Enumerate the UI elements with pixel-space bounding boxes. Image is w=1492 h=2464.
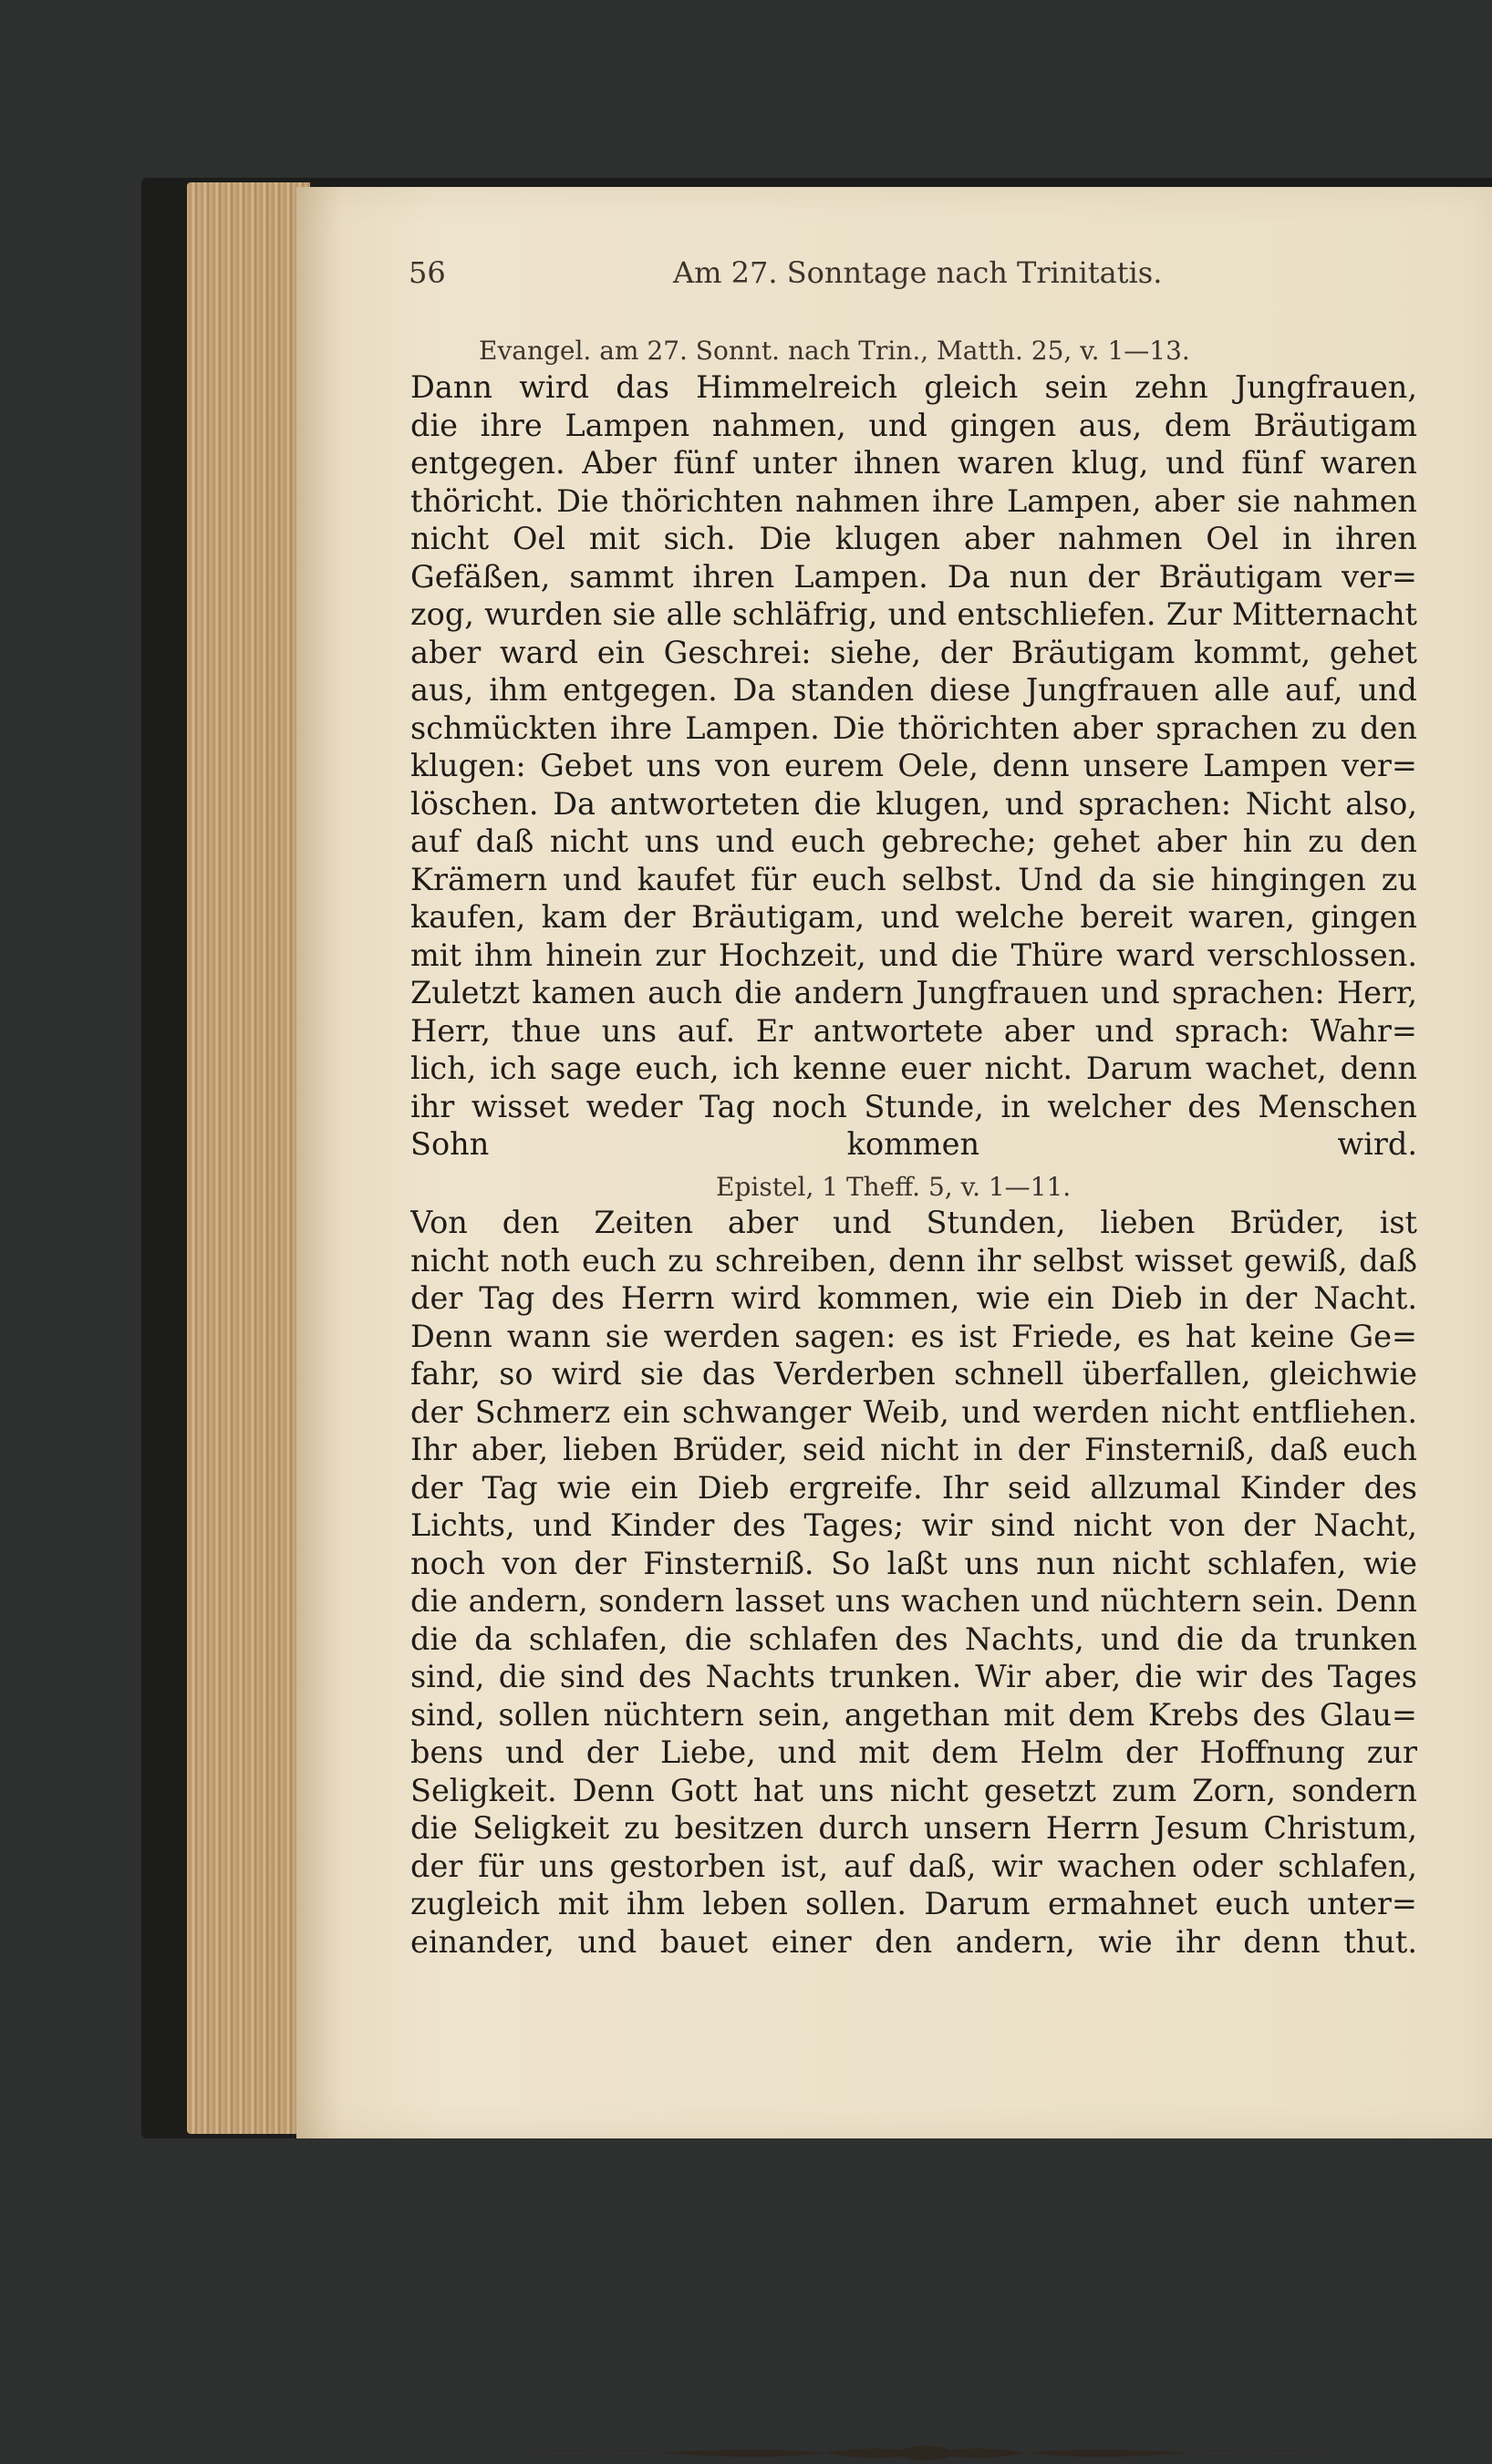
text-line: Von den Zeiten aber und Stunden, lieben Brüder, ist <box>410 1205 1417 1240</box>
text-line: sind, die sind des Nachts trunken. Wir aber, die wir des Tages <box>410 1659 1417 1694</box>
page-number: 56 <box>409 255 446 290</box>
text-line: der Schmerz ein schwanger Weib, und werden nicht entfliehen. <box>410 1393 1417 1430</box>
text-line: thöricht. Die thörichten nahmen ihre Lampen, aber sie nahmen <box>410 482 1417 519</box>
running-head <box>409 255 1403 297</box>
text-line: bens und der Liebe, und mit dem Helm der Hoffnung zur <box>410 1734 1417 1770</box>
text-line: Lichts, und Kinder des Tages; wir sind nicht von der Nacht, <box>410 1507 1417 1543</box>
text-line: auf daß nicht uns und euch gebreche; gehet aber hin zu den <box>410 823 1417 859</box>
gospel-text <box>410 368 1417 1164</box>
text-line: Sohn kommen wird. <box>410 1126 1417 1162</box>
text-line: nicht Oel mit sich. Die klugen aber nahmen Oel in ihren <box>410 521 1417 556</box>
page-edges <box>187 182 310 2134</box>
text-line: Denn wann sie werden sagen: es ist Friede, es hat keine Ge= <box>410 1318 1417 1354</box>
text-line: fahr, so wird sie das Verderben schnell überfallen, gleichwie <box>410 1356 1417 1392</box>
text-line: ihr wisset weder Tag noch Stunde, in welcher des Menschen <box>410 1088 1417 1124</box>
text-line: die andern, sondern lasset uns wachen und nüchtern sein. Denn <box>410 1583 1417 1619</box>
text-line: löschen. Da antworteten die klugen, und sprachen: Nicht also, <box>410 785 1417 822</box>
ornament-divider <box>524 2442 1327 2464</box>
text-line: Seligkeit. Denn Gott hat uns nicht gesetzt zum Zorn, sondern <box>410 1772 1417 1808</box>
text-line: Dann wird das Himmelreich gleich sein zehn Jungfrauen, <box>410 369 1417 405</box>
epistle-text <box>410 1204 1417 1961</box>
text-line: nicht noth euch zu schreiben, denn ihr selbst wisset gewiß, daß <box>410 1242 1417 1279</box>
text-line: Gefäßen, sammt ihren Lampen. Da nun der Bräutigam ver= <box>410 558 1417 595</box>
text-line: schmückten ihre Lampen. Die thörichten aber sprachen zu den <box>410 709 1417 746</box>
text-line: die ihre Lampen nahmen, und gingen aus, dem Bräutigam <box>410 407 1417 443</box>
text-line: einander, und bauet einer den andern, wie ihr denn thut. <box>410 1923 1417 1960</box>
text-line: mit ihm hinein zur Hochzeit, und die Thüre ward verschlossen. <box>410 937 1417 973</box>
text-line: zugleich mit ihm leben sollen. Darum ermahnet euch unter= <box>410 1886 1417 1921</box>
text-line: der Tag wie ein Dieb ergreife. Ihr seid allzumal Kinder des <box>410 1469 1417 1506</box>
epistle-heading: Epistel, 1 Theff. 5, v. 1—11. <box>716 1172 1072 1202</box>
text-line: Zuletzt kamen auch die andern Jungfrauen und sprachen: Herr, <box>410 975 1417 1010</box>
text-line: noch von der Finsterniß. So laßt uns nun nicht schlafen, wie <box>410 1545 1417 1581</box>
text-line: lich, ich sage euch, ich kenne euer nicht. Darum wachet, denn <box>410 1051 1417 1086</box>
running-title: Am 27. Sonntage nach Trinitatis. <box>673 255 1163 290</box>
text-line: sind, sollen nüchtern sein, angethan mit dem Krebs des Glau= <box>410 1696 1417 1733</box>
text-line: kaufen, kam der Bräutigam, und welche bereit waren, gingen <box>410 899 1417 935</box>
text-line: der für uns gestorben ist, auf daß, wir wachen oder schlafen, <box>410 1848 1417 1884</box>
text-line: klugen: Gebet uns von eurem Oele, denn unsere Lampen ver= <box>410 748 1417 783</box>
text-line: Herr, thue uns auf. Er antwortete aber und sprach: Wahr= <box>410 1012 1417 1049</box>
text-line: der Tag des Herrn wird kommen, wie ein Dieb in der Nacht. <box>410 1280 1417 1316</box>
text-line: Ihr aber, lieben Brüder, seid nicht in der Finsterniß, daß euch <box>410 1432 1417 1467</box>
text-line: entgegen. Aber fünf unter ihnen waren klug, und fünf waren <box>410 445 1417 481</box>
gospel-heading: Evangel. am 27. Sonnt. nach Trin., Matth. 25, v. 1—13. <box>479 336 1190 366</box>
text-line: die da schlafen, die schlafen des Nachts, und die da trunken <box>410 1620 1417 1657</box>
text-line: zog, wurden sie alle schläfrig, und entschliefen. Zur Mitternacht <box>410 596 1417 632</box>
text-line: aus, ihm entgegen. Da standen diese Jungfrauen alle auf, und <box>410 672 1417 708</box>
text-line: Krämern und kaufet für euch selbst. Und da sie hingingen zu <box>410 861 1417 897</box>
text-line: die Seligkeit zu besitzen durch unsern Herrn Jesum Christum, <box>410 1810 1417 1846</box>
text-line: aber ward ein Geschrei: siehe, der Bräutigam kommt, gehet <box>410 634 1417 670</box>
